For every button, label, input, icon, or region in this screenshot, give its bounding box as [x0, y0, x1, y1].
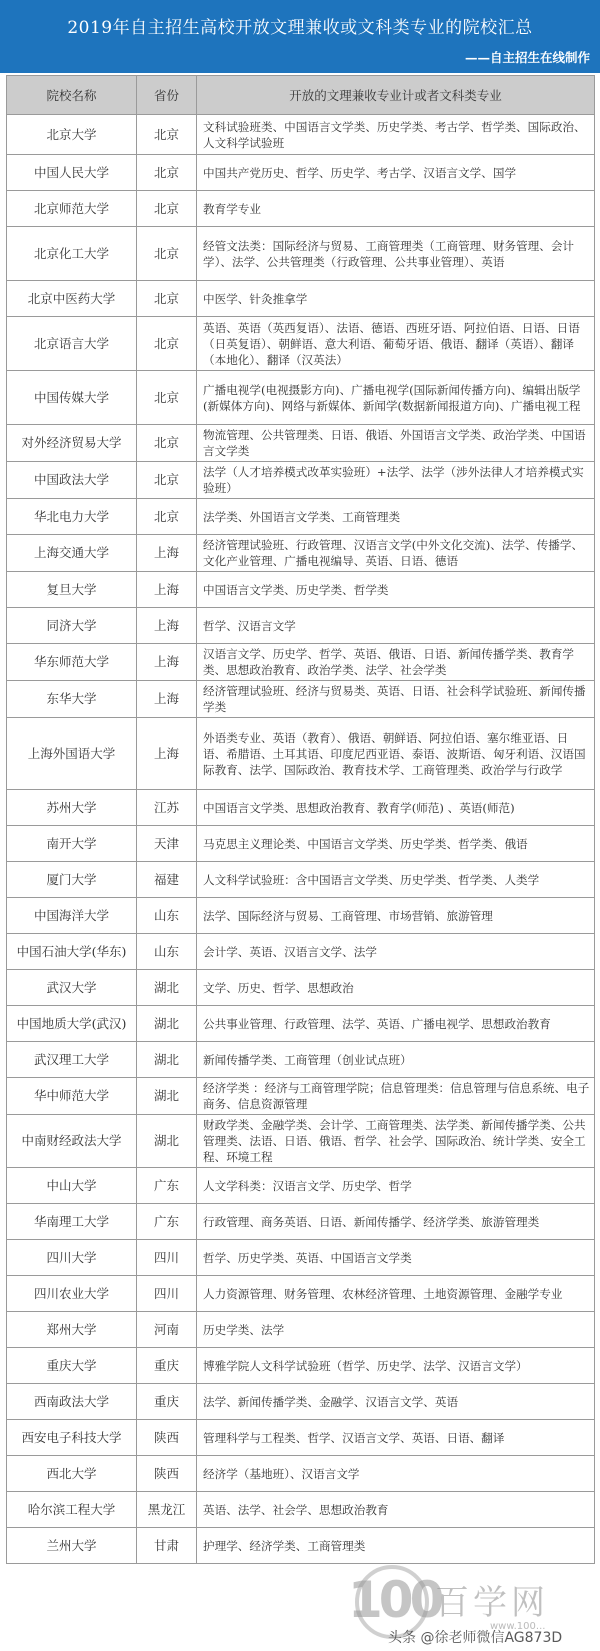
school-name-cell: 复旦大学: [7, 572, 137, 608]
majors-cell: 教育学专业: [197, 191, 595, 227]
table-row: [7, 462, 595, 499]
province-cell: 上海: [137, 644, 197, 681]
table-row: [7, 499, 595, 535]
school-name-cell: 厦门大学: [7, 862, 137, 898]
province-cell: 重庆: [137, 1348, 197, 1384]
school-name-cell: 北京语言大学: [7, 317, 137, 371]
school-name-cell: 武汉理工大学: [7, 1042, 137, 1078]
school-name-cell: 上海交通大学: [7, 535, 137, 572]
schools-table: [6, 75, 595, 1564]
majors-cell: 哲学、历史学类、英语、中国语言文学类: [197, 1240, 595, 1276]
column-header-province: 省份: [137, 76, 197, 115]
majors-cell: 人力资源管理、财务管理、农林经济管理、土地资源管理、金融学专业: [197, 1276, 595, 1312]
school-name-cell: 西安电子科技大学: [7, 1420, 137, 1456]
school-name-cell: 中国传媒大学: [7, 371, 137, 425]
table-row: [7, 608, 595, 644]
majors-cell: 经济学类 ：经济与工商管理学院；信息管理类：信息管理与信息系统、电子商务、信息资源管理: [197, 1078, 595, 1115]
table-row: [7, 1078, 595, 1115]
province-cell: 北京: [137, 425, 197, 462]
column-header-majors: 开放的文理兼收专业计或者文科类专业: [197, 76, 595, 115]
province-cell: 陕西: [137, 1456, 197, 1492]
table-row: [7, 155, 595, 191]
school-name-cell: 华东师范大学: [7, 644, 137, 681]
province-cell: 北京: [137, 191, 197, 227]
watermark-logo-number: 100: [348, 1571, 441, 1629]
majors-cell: 法学（人才培养模式改革实验班）+法学、法学（涉外法律人才培养模式实验班）: [197, 462, 595, 499]
school-name-cell: 北京化工大学: [7, 227, 137, 281]
province-cell: 上海: [137, 572, 197, 608]
majors-cell: 马克思主义理论类、中国语言文学类、历史学类、哲学类、俄语: [197, 826, 595, 862]
majors-cell: 公共事业管理、行政管理、法学、英语、广播电视学、思想政治教育: [197, 1006, 595, 1042]
province-cell: 山东: [137, 898, 197, 934]
table-row: [7, 862, 595, 898]
province-cell: 四川: [137, 1240, 197, 1276]
table-row: [7, 1042, 595, 1078]
table-row: [7, 934, 595, 970]
watermark-logo-ring: [355, 1565, 429, 1639]
school-name-cell: 北京中医药大学: [7, 281, 137, 317]
province-cell: 湖北: [137, 1042, 197, 1078]
table-row: [7, 681, 595, 718]
province-cell: 陕西: [137, 1420, 197, 1456]
province-cell: 北京: [137, 281, 197, 317]
school-name-cell: 西南政法大学: [7, 1384, 137, 1420]
majors-cell: 新闻传播学类、工商管理（创业试点班）: [197, 1042, 595, 1078]
table-row: [7, 115, 595, 155]
table-row: [7, 227, 595, 281]
province-cell: 广东: [137, 1204, 197, 1240]
majors-cell: 行政管理、商务英语、日语、新闻传播学、经济学类、旅游管理类: [197, 1204, 595, 1240]
province-cell: 湖北: [137, 1006, 197, 1042]
province-cell: 上海: [137, 608, 197, 644]
page-title: 2019年自主招生高校开放文理兼收或文科类专业的院校汇总: [67, 18, 533, 38]
table-row: [7, 535, 595, 572]
watermark-brand: 百学网: [435, 1583, 549, 1623]
majors-cell: 会计学、英语、汉语言文学、法学: [197, 934, 595, 970]
school-name-cell: 中国政法大学: [7, 462, 137, 499]
majors-cell: 经济学（基地班）、汉语言文学: [197, 1456, 595, 1492]
table-row: [7, 1384, 595, 1420]
table-row: [7, 572, 595, 608]
table-header-row: [7, 76, 595, 115]
school-name-cell: 华中师范大学: [7, 1078, 137, 1115]
majors-cell: 汉语言文学、历史学、哲学、英语、俄语、日语、新闻传播学类、教育学类、思想政治教育、政治学类、法学、社会学类: [197, 644, 595, 681]
province-cell: 上海: [137, 681, 197, 718]
table-row: [7, 1528, 595, 1564]
province-cell: 上海: [137, 718, 197, 790]
province-cell: 广东: [137, 1168, 197, 1204]
table-row: [7, 1240, 595, 1276]
school-name-cell: 中国石油大学(华东): [7, 934, 137, 970]
majors-cell: 中医学、针灸推拿学: [197, 281, 595, 317]
table-row: [7, 1115, 595, 1168]
province-cell: 北京: [137, 155, 197, 191]
majors-cell: 经济管理试验班、经济与贸易类、英语、日语、社会科学试验班、新闻传播学类: [197, 681, 595, 718]
watermark: [340, 1565, 600, 1651]
school-name-cell: 哈尔滨工程大学: [7, 1492, 137, 1528]
school-name-cell: 同济大学: [7, 608, 137, 644]
school-name-cell: 四川大学: [7, 1240, 137, 1276]
majors-cell: 管理科学与工程类、哲学、汉语言文学、英语、日语、翻译: [197, 1420, 595, 1456]
province-cell: 重庆: [137, 1384, 197, 1420]
majors-cell: 外语类专业、英语（教育）、俄语、朝鲜语、阿拉伯语、塞尔维亚语、日语、希腊语、土耳其语、印度尼西亚语、泰语、波斯语、匈牙利语、汉语国际教育、法学、国际政治、教育技术学、工商管理类、政治学与行政学: [197, 718, 595, 790]
table-row: [7, 1492, 595, 1528]
school-name-cell: 武汉大学: [7, 970, 137, 1006]
table-row: [7, 1312, 595, 1348]
province-cell: 福建: [137, 862, 197, 898]
majors-cell: 中国语言文学类、历史学类、哲学类: [197, 572, 595, 608]
school-name-cell: 华北电力大学: [7, 499, 137, 535]
province-cell: 北京: [137, 115, 197, 155]
province-cell: 河南: [137, 1312, 197, 1348]
school-name-cell: 中国人民大学: [7, 155, 137, 191]
table-row: [7, 718, 595, 790]
school-name-cell: 中国地质大学(武汉): [7, 1006, 137, 1042]
province-cell: 北京: [137, 317, 197, 371]
province-cell: 北京: [137, 227, 197, 281]
majors-cell: 中国共产党历史、哲学、历史学、考古学、汉语言文学、国学: [197, 155, 595, 191]
table-row: [7, 191, 595, 227]
table-row: [7, 1168, 595, 1204]
majors-cell: 中国语言文学类、思想政治教育、教育学(师范) 、英语(师范): [197, 790, 595, 826]
majors-cell: 文科试验班类、中国语言文学类、历史学类、考古学、哲学类、国际政治、人文科学试验班: [197, 115, 595, 155]
province-cell: 湖北: [137, 970, 197, 1006]
school-name-cell: 南开大学: [7, 826, 137, 862]
majors-cell: 历史学类、法学: [197, 1312, 595, 1348]
majors-cell: 英语、法学、社会学、思想政治教育: [197, 1492, 595, 1528]
table-row: [7, 898, 595, 934]
table-row: [7, 1456, 595, 1492]
majors-cell: 人文学科类：汉语言文学、历史学、哲学: [197, 1168, 595, 1204]
province-cell: 江苏: [137, 790, 197, 826]
province-cell: 北京: [137, 371, 197, 425]
school-name-cell: 兰州大学: [7, 1528, 137, 1564]
page-subtitle: ——自主招生在线制作: [464, 50, 590, 65]
table-row: [7, 790, 595, 826]
province-cell: 黑龙江: [137, 1492, 197, 1528]
school-name-cell: 中南财经政法大学: [7, 1115, 137, 1168]
majors-cell: 法学类、外国语言文学类、工商管理类: [197, 499, 595, 535]
table-row: [7, 1276, 595, 1312]
school-name-cell: 东华大学: [7, 681, 137, 718]
majors-cell: 经济管理试验班、行政管理、汉语言文学(中外文化交流)、法学、传播学、文化产业管理、广播电视编导、英语、日语、德语: [197, 535, 595, 572]
majors-cell: 法学、国际经济与贸易、工商管理、市场营销、旅游管理: [197, 898, 595, 934]
province-cell: 湖北: [137, 1115, 197, 1168]
province-cell: 山东: [137, 934, 197, 970]
majors-cell: 护理学、经济学类、工商管理类: [197, 1528, 595, 1564]
school-name-cell: 上海外国语大学: [7, 718, 137, 790]
table-row: [7, 281, 595, 317]
school-name-cell: 北京师范大学: [7, 191, 137, 227]
school-name-cell: 郑州大学: [7, 1312, 137, 1348]
table-row: [7, 826, 595, 862]
majors-cell: 法学、新闻传播学类、金融学、汉语言文学、英语: [197, 1384, 595, 1420]
school-name-cell: 中山大学: [7, 1168, 137, 1204]
province-cell: 湖北: [137, 1078, 197, 1115]
province-cell: 北京: [137, 499, 197, 535]
table-row: [7, 317, 595, 371]
watermark-credit: 头条 @徐老师微信AG873D: [388, 1630, 563, 1646]
majors-cell: 经管文法类：国际经济与贸易、工商管理类（工商管理、财务管理、会计学）、法学、公共管理类（行政管理、公共事业管理）、英语: [197, 227, 595, 281]
province-cell: 北京: [137, 462, 197, 499]
school-name-cell: 中国海洋大学: [7, 898, 137, 934]
majors-cell: 物流管理、公共管理类、日语、俄语、外国语言文学类、政治学类、中国语言文学类: [197, 425, 595, 462]
school-name-cell: 苏州大学: [7, 790, 137, 826]
majors-cell: 文学、历史、哲学、思想政治: [197, 970, 595, 1006]
majors-cell: 财政学类、金融学类、会计学、工商管理类、法学类、新闻传播学类、公共管理类、法语、日语、俄语、哲学、社会学、国际政治、统计学类、安全工程、环境工程: [197, 1115, 595, 1168]
table-row: [7, 425, 595, 462]
watermark-site: www.100...: [490, 1621, 546, 1632]
table-row: [7, 970, 595, 1006]
majors-cell: 博雅学院人文科学试验班（哲学、历史学、法学、汉语言文学）: [197, 1348, 595, 1384]
school-name-cell: 对外经济贸易大学: [7, 425, 137, 462]
table-row: [7, 1204, 595, 1240]
table-body: [7, 115, 595, 1564]
majors-cell: 广播电视学(电视摄影方向)、广播电视学(国际新闻传播方向)、编辑出版学(新媒体方向)、网络与新媒体、新闻学(数据新闻报道方向)、广播电视工程: [197, 371, 595, 425]
majors-cell: 人文科学试验班：含中国语言文学类、历史学类、哲学类、人类学: [197, 862, 595, 898]
province-cell: 上海: [137, 535, 197, 572]
table-row: [7, 1006, 595, 1042]
table-row: [7, 1420, 595, 1456]
table-row: [7, 1348, 595, 1384]
majors-cell: 英语、英语（英西复语）、法语、德语、西班牙语、阿拉伯语、日语、日语（日英复语）、朝鲜语、意大利语、葡萄牙语、俄语、翻译（英语）、翻译（本地化）、翻译（汉英法）: [197, 317, 595, 371]
school-name-cell: 四川农业大学: [7, 1276, 137, 1312]
province-cell: 甘肃: [137, 1528, 197, 1564]
title-banner: [0, 0, 600, 73]
province-cell: 四川: [137, 1276, 197, 1312]
table-row: [7, 644, 595, 681]
table-row: [7, 371, 595, 425]
province-cell: 天津: [137, 826, 197, 862]
school-name-cell: 西北大学: [7, 1456, 137, 1492]
column-header-name: 院校名称: [7, 76, 137, 115]
school-name-cell: 北京大学: [7, 115, 137, 155]
school-name-cell: 华南理工大学: [7, 1204, 137, 1240]
majors-cell: 哲学、汉语言文学: [197, 608, 595, 644]
school-name-cell: 重庆大学: [7, 1348, 137, 1384]
